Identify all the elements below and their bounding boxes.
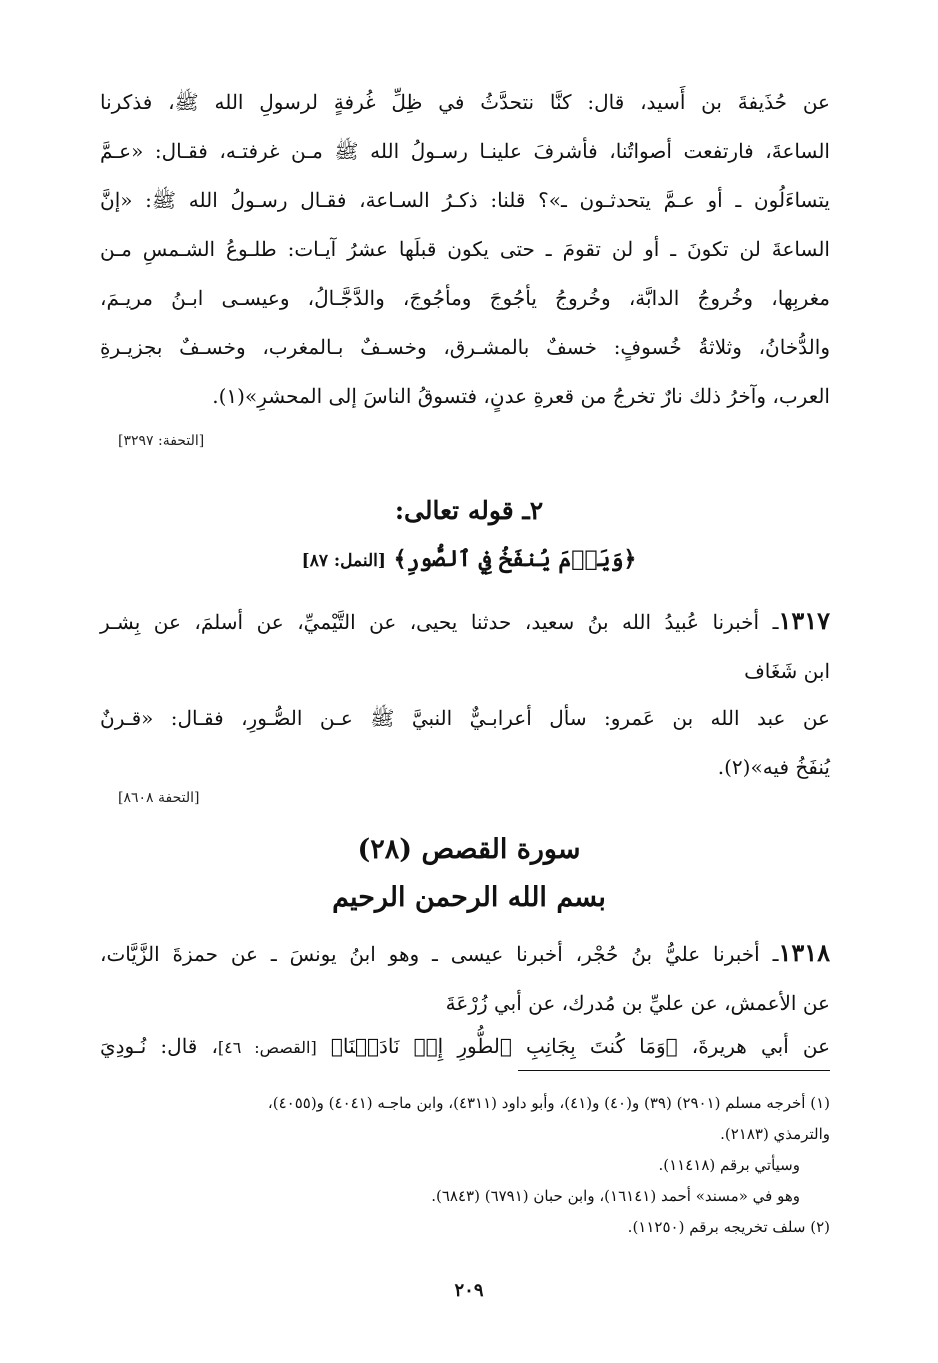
- footnote-separator: [518, 1070, 830, 1071]
- footnote-line: وسيأتي برقم (١١٤١٨).: [658, 1156, 800, 1174]
- text-line: ١٣١٧ـ أخبرنا عُبيدُ الله بنُ سعيد، حدثنا يحيى، عن التَّيْميِّ، عن أسلمَ، عن بِشـر: [100, 606, 830, 635]
- text-line: مغربِها، وخُروجُ الدابَّة، وخُروجُ يأجُوجَ ومأجُوجَ، والدَّجَّـالُ، وعيسـى ابـنُ مريـمَ،: [100, 286, 830, 310]
- verse-reference: [القصص: ٤٦]: [217, 1038, 317, 1057]
- footnotes: [100, 1088, 830, 1243]
- section-heading: ٢ـ قوله تعالى:: [394, 496, 544, 525]
- footnote-line: وهو في «مسند» أحمد (١٦١٤١)، وابن حبان (٦٧٩١) (٦٨٤٣).: [431, 1187, 800, 1205]
- basmala: بسم الله الرحمن الرحيم: [332, 882, 606, 913]
- text-line: عن الأعمش، عن عليِّ بن مُدرك، عن أبي زُرْعَةَ: [445, 991, 830, 1015]
- text-line: ١٣١٨ـ أخبرنا عليُّ بنُ حُجْر، أخبرنا عيسى ـ وهو ابنُ يونسَ ـ عن حمزةَ الزَّيَّات،: [100, 938, 830, 967]
- text-line: عن حُذَيفةَ بن أَسيد، قال: كنَّا نتحدَّثُ في ظِلِّ غُرفةٍ لرسولِ الله ﷺ، فذكرنا: [100, 90, 830, 114]
- page-number: ٢٠٩: [454, 1280, 484, 1301]
- quran-verse: ﴿وَمَا كُنتَ بِجَانِبِ ٱلطُّورِ إِذۡ نَادَيۡنَا﴾: [330, 1034, 678, 1058]
- text-line: العرب، وآخرُ ذلك نارٌ تخرجُ من قعرةِ عدنٍ، فتسوقُ الناسَ إلى المحشرِ»(١).: [212, 384, 830, 408]
- footnote-line: (٢) سلف تخريجه برقم (١١٢٥٠).: [627, 1218, 830, 1236]
- quran-verse: [100, 546, 838, 572]
- text-line: ابن شَغَاف: [744, 659, 830, 683]
- text-line: عن أبي هريرةَ، ﴿وَمَا كُنتَ بِجَانِبِ ٱلطُّورِ إِذۡ نَادَيۡنَا﴾ [القصص: ٤٦]، قال: نُـودِيَ: [100, 1034, 831, 1058]
- hadith-number: ١٣١٨: [778, 938, 830, 967]
- tuhfa-reference: [التحفة: ٣٢٩٧]: [118, 433, 205, 449]
- text-line: الساعةَ لن تكونَ ـ أو لن تقومَ ـ حتى يكون قبلَها عشرُ آيـات: طلـوعُ الشـمسِ مـن: [100, 237, 830, 261]
- text-line: يتساءَلُون ـ أو عـمَّ يتحدثـون ـ»؟ قلنا: ذكـرُ السـاعة، فقـال رسـولُ الله ﷺ: «إنَّ: [100, 188, 830, 212]
- verse-reference: [النمل: ٨٧]: [301, 551, 386, 571]
- text-line: عن عبد الله بن عَمرو: سأل أعرابـيٌّ النبيَّ ﷺ عـن الصُّـورِ، فقـال: «قـرنٌ: [100, 706, 830, 730]
- hadith-matn-1317: [100, 694, 830, 792]
- hadith-text-1316: [100, 78, 830, 421]
- hadith-matn-1318: [100, 1022, 830, 1072]
- footnote-line: (١) أخرجه مسلم (٢٩٠١) (٣٩) و(٤٠) و(٤١)، وأبو داود (٤٣١١)، وابن ماجـه (٤٠٤١) و(٤٠٥٥)،: [267, 1094, 830, 1112]
- text-line: يُنفَخُ فيه»(٢).: [717, 755, 830, 779]
- text-line: والدُّخانُ، وثلاثةُ خُسوفٍ: خسفٌ بالمشـرق، وخسـفٌ بـالمغرب، وخسـفٌ بجزيـرةِ: [100, 335, 830, 359]
- hadith-isnad-1318: [100, 928, 830, 1028]
- surah-heading: سورة القصص (٢٨): [357, 834, 581, 865]
- verse-text: ﴿وَيَوۡمَ يُنفَخُ فِي ٱلصُّورِ﴾: [393, 546, 637, 572]
- hadith-isnad-1317: [100, 596, 830, 696]
- hadith-number: ١٣١٧: [778, 606, 830, 635]
- footnote-line: والترمذي (٢١٨٣).: [720, 1125, 830, 1143]
- tuhfa-reference: [التحفة ٨٦٠٨]: [118, 790, 200, 806]
- text-line: الساعةَ، فارتفعت أصواتُنا، فأشرفَ علينـا رسـولُ الله ﷺ مـن غرفتـه، فقـال: «عـمَّ: [100, 139, 830, 163]
